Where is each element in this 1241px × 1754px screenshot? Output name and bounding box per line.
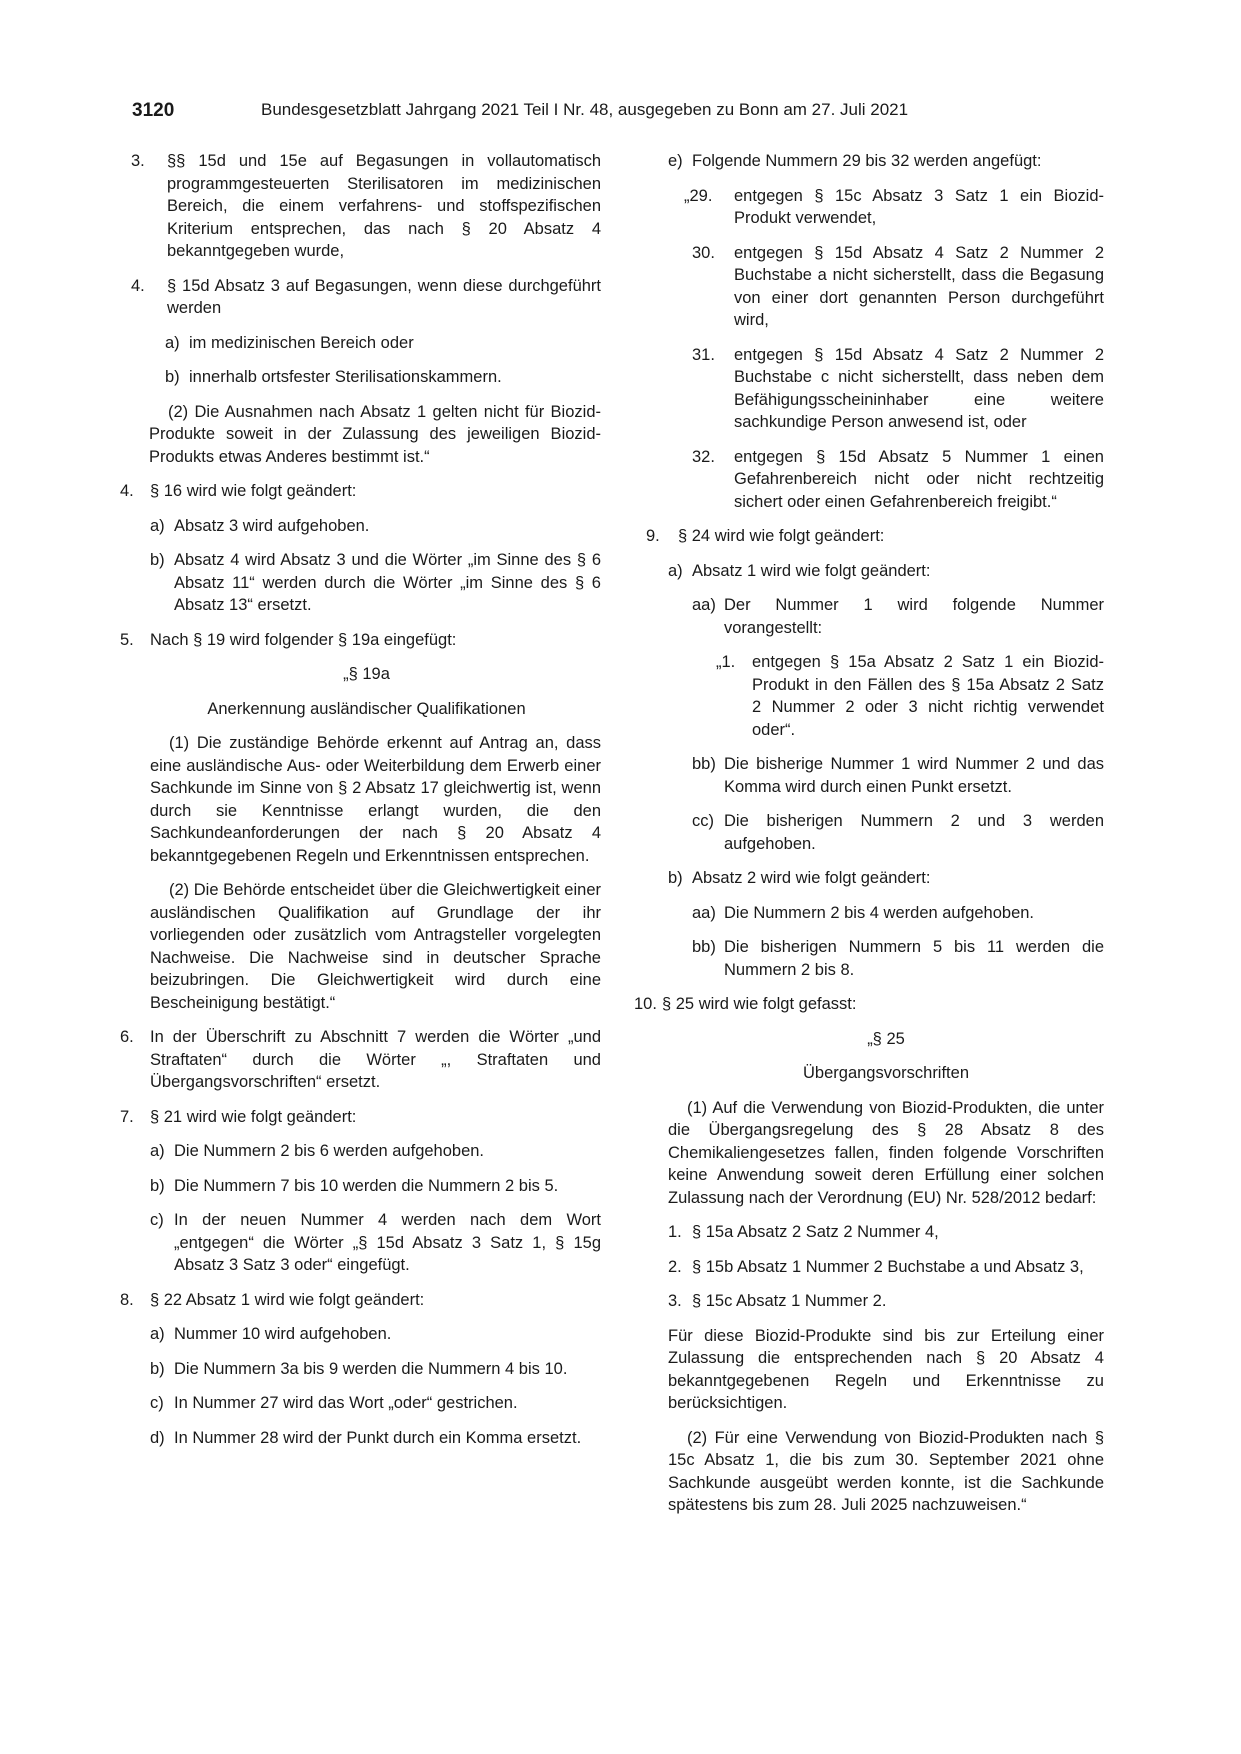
list-item: 3. § 15c Absatz 1 Nummer 2. <box>668 1292 887 1310</box>
right-column <box>634 150 1104 1529</box>
page-header <box>132 100 984 126</box>
list-item: 5. Nach § 19 wird folgender § 19a eingefügt: <box>120 630 457 649</box>
list-item: aa) Die Nummern 2 bis 4 werden aufgehoben. <box>692 903 1035 922</box>
list-item: bb) Die bisherigen Nummern 5 bis 11 werden die Nummern 2 bis 8. <box>692 938 1104 979</box>
running-head: Bundesgesetzblatt Jahrgang 2021 Teil I Nr. 48, ausgegeben zu Bonn am 27. Juli 2021 <box>261 100 909 119</box>
list-item: 2. § 15b Absatz 1 Nummer 2 Buchstabe a und Absatz 3, <box>668 1257 1084 1276</box>
list-item: 6. In der Überschrift zu Abschnitt 7 werden die Wörter „und Straftaten“ durch die Wörter „, Straftaten und Übergangsvorschriften“ ersetzt. <box>120 1028 601 1091</box>
list-item: a) Die Nummern 2 bis 6 werden aufgehoben. <box>150 1142 485 1160</box>
list-item: „29. entgegen § 15c Absatz 3 Satz 1 ein Biozid-Produkt verwendet, <box>684 186 1104 227</box>
list-item: 1. § 15a Absatz 2 Satz 2 Nummer 4, <box>668 1223 939 1241</box>
list-item: 4. § 15d Absatz 3 auf Begasungen, wenn diese durchgeführt werden <box>131 276 601 317</box>
section-title: Anerkennung ausländischer Qualifikationen <box>207 699 526 718</box>
section-number: „§ 19a <box>343 665 390 683</box>
paragraph: (1) Auf die Verwendung von Biozid-Produkten, die unter die Übergangsregelung des § 28 Absatz 8 des Chemikaliengesetzes fallen, finden folgende Vorschriften keine Anwendung soweit deren Erfüllung einer solchen Zulassung nach der Verordnung (EU) Nr. 528/2012 bedarf: <box>668 1098 1104 1207</box>
list-item: 7. § 21 wird wie folgt geändert: <box>120 1107 357 1126</box>
paragraph: (1) Die zuständige Behörde erkennt auf Antrag an, dass eine ausländische Aus- oder Weiterbildung dem Erwerb einer Sachkunde im Sinne von § 2 Absatz 17 gleichwertig ist, wenn durch sie Kenntnisse erlangt wurden, die den Sachkundeanforderungen der nach § 20 Absatz 4 bekanntgegebenen Regeln und Erkenntnissen entsprechen. <box>150 734 601 865</box>
list-item: 3. §§ 15d und 15e auf Begasungen in vollautomatisch programmgesteuerten Sterilisatoren im medizinischen Bereich, die einem verfahrens- und stoffspezifischen Kriterium entsprechen, das nach § 20 Absatz 4 bekanntgegeben wurde, <box>131 152 601 260</box>
list-item: b) Die Nummern 3a bis 9 werden die Nummern 4 bis 10. <box>150 1359 568 1378</box>
list-item: a) Nummer 10 wird aufgehoben. <box>150 1325 392 1343</box>
list-item: b) Absatz 4 wird Absatz 3 und die Wörter „im Sinne des § 6 Absatz 11“ werden durch die Wörter „im Sinne des § 6 Absatz 13“ ersetzt. <box>150 551 601 614</box>
list-item: cc) Die bisherigen Nummern 2 und 3 werden aufgehoben. <box>692 812 1104 853</box>
list-item: a) im medizinischen Bereich oder <box>165 333 414 352</box>
paragraph: (2) Die Ausnahmen nach Absatz 1 gelten nicht für Biozid-Produkte soweit in der Zulassung des jeweiligen Biozid-Produkts etwas Anderes bestimmt ist.“ <box>149 402 601 466</box>
list-item: a) Absatz 3 wird aufgehoben. <box>150 516 370 535</box>
list-item: 9. § 24 wird wie folgt geändert: <box>646 527 885 545</box>
list-item: 31. entgegen § 15d Absatz 4 Satz 2 Nummer 2 Buchstabe c nicht sicherstellt, dass neben dem Befähigungsscheininhaber eine weitere sachkundige Person anwesend ist, oder <box>692 345 1104 431</box>
list-item: 10. § 25 wird wie folgt gefasst: <box>634 995 857 1013</box>
list-item: b) innerhalb ortsfester Sterilisationskammern. <box>165 368 502 386</box>
page-number: 3120 <box>132 100 175 121</box>
paragraph: (2) Die Behörde entscheidet über die Gleichwertigkeit einer ausländischen Qualifikation auf Grundlage der ihr vorliegenden oder zusätzlich vom Antragsteller vorgelegten Nachweise. Die Nachweise sind in deutscher Sprache beizubringen. Die Gleichwertigkeit wird durch eine Bescheinigung bestätigt.“ <box>150 881 601 1012</box>
list-item: 8. § 22 Absatz 1 wird wie folgt geändert: <box>120 1290 425 1309</box>
list-item: d) In Nummer 28 wird der Punkt durch ein Komma ersetzt. <box>150 1428 582 1447</box>
list-item: a) Absatz 1 wird wie folgt geändert: <box>668 561 931 580</box>
list-item: aa) Der Nummer 1 wird folgende Nummer vorangestellt: <box>692 596 1104 637</box>
list-item: 32. entgegen § 15d Absatz 5 Nummer 1 einen Gefahrenbereich nicht oder nicht rechtzeitig sichert oder einen Gefahrenbereich freigibt.“ <box>692 447 1104 511</box>
section-title: Übergangsvorschriften <box>803 1064 969 1082</box>
list-item: 30. entgegen § 15d Absatz 4 Satz 2 Nummer 2 Buchstabe a nicht sicherstellt, dass die Begasung von einer dort genannten Person durchgeführt wird, <box>692 243 1104 329</box>
left-column <box>120 150 601 1461</box>
list-item: „1. entgegen § 15a Absatz 2 Satz 1 ein Biozid-Produkt in den Fällen des § 15a Absatz 2 Satz 2 Nummer 2 oder 3 nicht richtig verwendet oder“. <box>716 653 1104 739</box>
list-item: e) Folgende Nummern 29 bis 32 werden angefügt: <box>668 152 1042 170</box>
list-item: 4. § 16 wird wie folgt geändert: <box>120 482 357 500</box>
paragraph: Für diese Biozid-Produkte sind bis zur Erteilung einer Zulassung die entsprechenden nach § 20 Absatz 4 bekanntgegebenen Regeln und Erkenntnisse zu berücksichtigen. <box>668 1326 1104 1412</box>
section-number: „§ 25 <box>867 1029 905 1048</box>
list-item: c) In der neuen Nummer 4 werden nach dem Wort „entgegen“ die Wörter „§ 15d Absatz 3 Satz 1, § 15g Absatz 3 Satz 3 oder“ eingefügt. <box>150 1211 601 1274</box>
list-item: c) In Nummer 27 wird das Wort „oder“ gestrichen. <box>150 1394 518 1412</box>
list-item: b) Die Nummern 7 bis 10 werden die Nummern 2 bis 5. <box>150 1176 559 1195</box>
list-item: bb) Die bisherige Nummer 1 wird Nummer 2 und das Komma wird durch einen Punkt ersetzt. <box>692 755 1104 796</box>
list-item: b) Absatz 2 wird wie folgt geändert: <box>668 869 931 887</box>
paragraph: (2) Für eine Verwendung von Biozid-Produkten nach § 15c Absatz 1, die bis zum 30. September 2021 ohne Sachkunde ausgeübt werden konnte, ist die Sachkunde spätestens bis zum 28. Juli 2025 nachzuweisen.“ <box>668 1428 1104 1514</box>
